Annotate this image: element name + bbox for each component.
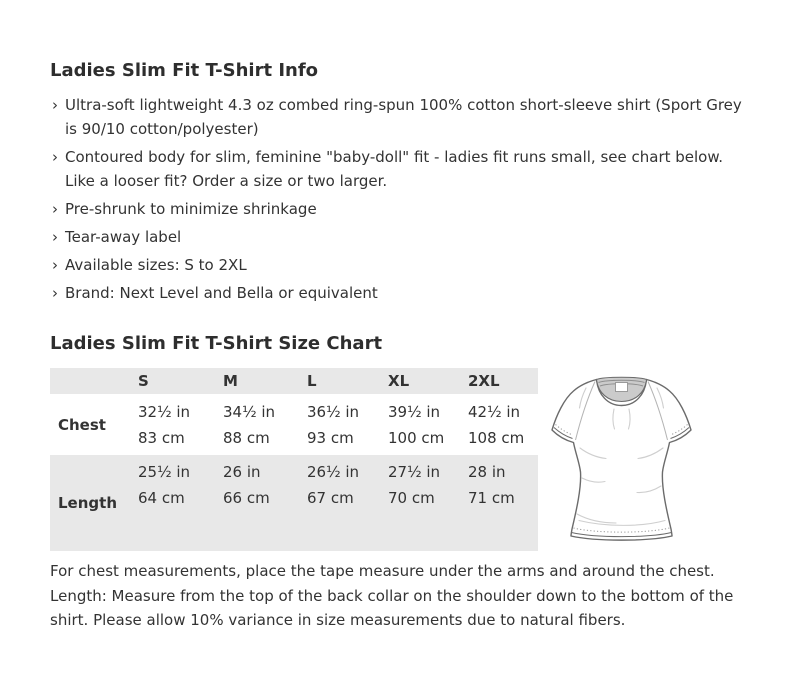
feature-item [50, 253, 750, 277]
measurement-note: For chest measurements, place the tape measure under the arms and around the chest. Length: Measure from the top of the back collar on the shoulder down to the bottom of the shirt. Please allow 10% variance in size measurements due to natural fibers. [50, 562, 734, 629]
length-cell-2xl [460, 455, 538, 551]
tshirt-line-drawing-icon [550, 368, 693, 541]
size-col-header-s: S [138, 372, 149, 390]
feature-item [50, 281, 750, 305]
value-cm: 93 cm [307, 429, 354, 447]
feature-text: Available sizes: S to 2XL [65, 256, 247, 274]
feature-list [50, 93, 750, 305]
value-cm: 88 cm [223, 429, 270, 447]
feature-text: Ultra-soft lightweight 4.3 oz combed ring-spun 100% cotton short-sleeve shirt (Sport Grey is 90/10 cotton/polyester) [65, 96, 742, 138]
length-cell-m [215, 455, 299, 551]
size-col-header-2xl: 2XL [468, 372, 500, 390]
chest-cell-s [130, 394, 215, 455]
value-cm: 100 cm [388, 429, 445, 447]
chest-cell-2xl [460, 394, 538, 455]
value-in: 26½ in [307, 463, 360, 481]
feature-item [50, 197, 750, 221]
info-heading: Ladies Slim Fit T-Shirt Info [50, 60, 319, 81]
size-col-header-m: M [223, 372, 238, 390]
value-cm: 67 cm [307, 489, 354, 507]
value-in: 32½ in [138, 403, 191, 421]
bullet-marker: › [52, 200, 58, 218]
feature-text: Contoured body for slim, feminine "baby-doll" fit - ladies fit runs small, see chart below. Like a looser fit? Order a size or two larger. [65, 148, 724, 190]
size-col-header-xl: XL [388, 372, 410, 390]
value-cm: 71 cm [468, 489, 515, 507]
value-in: 25½ in [138, 463, 191, 481]
chest-cell-xl [380, 394, 460, 455]
value-in: 36½ in [307, 403, 360, 421]
feature-text: Tear-away label [65, 228, 182, 246]
value-cm: 108 cm [468, 429, 525, 447]
value-in: 27½ in [388, 463, 441, 481]
feature-item [50, 93, 750, 141]
bullet-marker: › [52, 228, 58, 246]
size-header-row [50, 368, 538, 394]
feature-text: Brand: Next Level and Bella or equivalent [65, 284, 378, 302]
value-in: 28 in [468, 463, 506, 481]
value-in: 39½ in [388, 403, 441, 421]
chest-cell-m [215, 394, 299, 455]
size-chart-section [50, 368, 762, 551]
value-cm: 66 cm [223, 489, 270, 507]
length-cell-s [130, 455, 215, 551]
corner-cell [50, 368, 130, 394]
chest-row [50, 394, 538, 455]
neck-label [616, 383, 628, 392]
value-cm: 64 cm [138, 489, 185, 507]
bullet-marker: › [52, 284, 58, 302]
chest-cell-l [299, 394, 380, 455]
value-in: 26 in [223, 463, 261, 481]
value-in: 34½ in [223, 403, 276, 421]
size-chart-table [50, 368, 538, 551]
bullet-marker: › [52, 256, 58, 274]
length-cell-l [299, 455, 380, 551]
chest-row-label: Chest [58, 415, 106, 434]
length-cell-xl [380, 455, 460, 551]
length-row-label: Length [58, 494, 117, 512]
size-col-header-l: L [307, 372, 317, 390]
bullet-marker: › [52, 148, 58, 166]
tshirt-illustration [550, 368, 693, 545]
feature-text: Pre-shrunk to minimize shrinkage [65, 200, 317, 218]
value-cm: 83 cm [138, 429, 185, 447]
feature-item [50, 145, 750, 193]
value-cm: 70 cm [388, 489, 435, 507]
bullet-marker: › [52, 96, 58, 114]
size-chart-heading: Ladies Slim Fit T-Shirt Size Chart [50, 333, 383, 354]
length-row [50, 455, 538, 551]
feature-item [50, 225, 750, 249]
value-in: 42½ in [468, 403, 521, 421]
